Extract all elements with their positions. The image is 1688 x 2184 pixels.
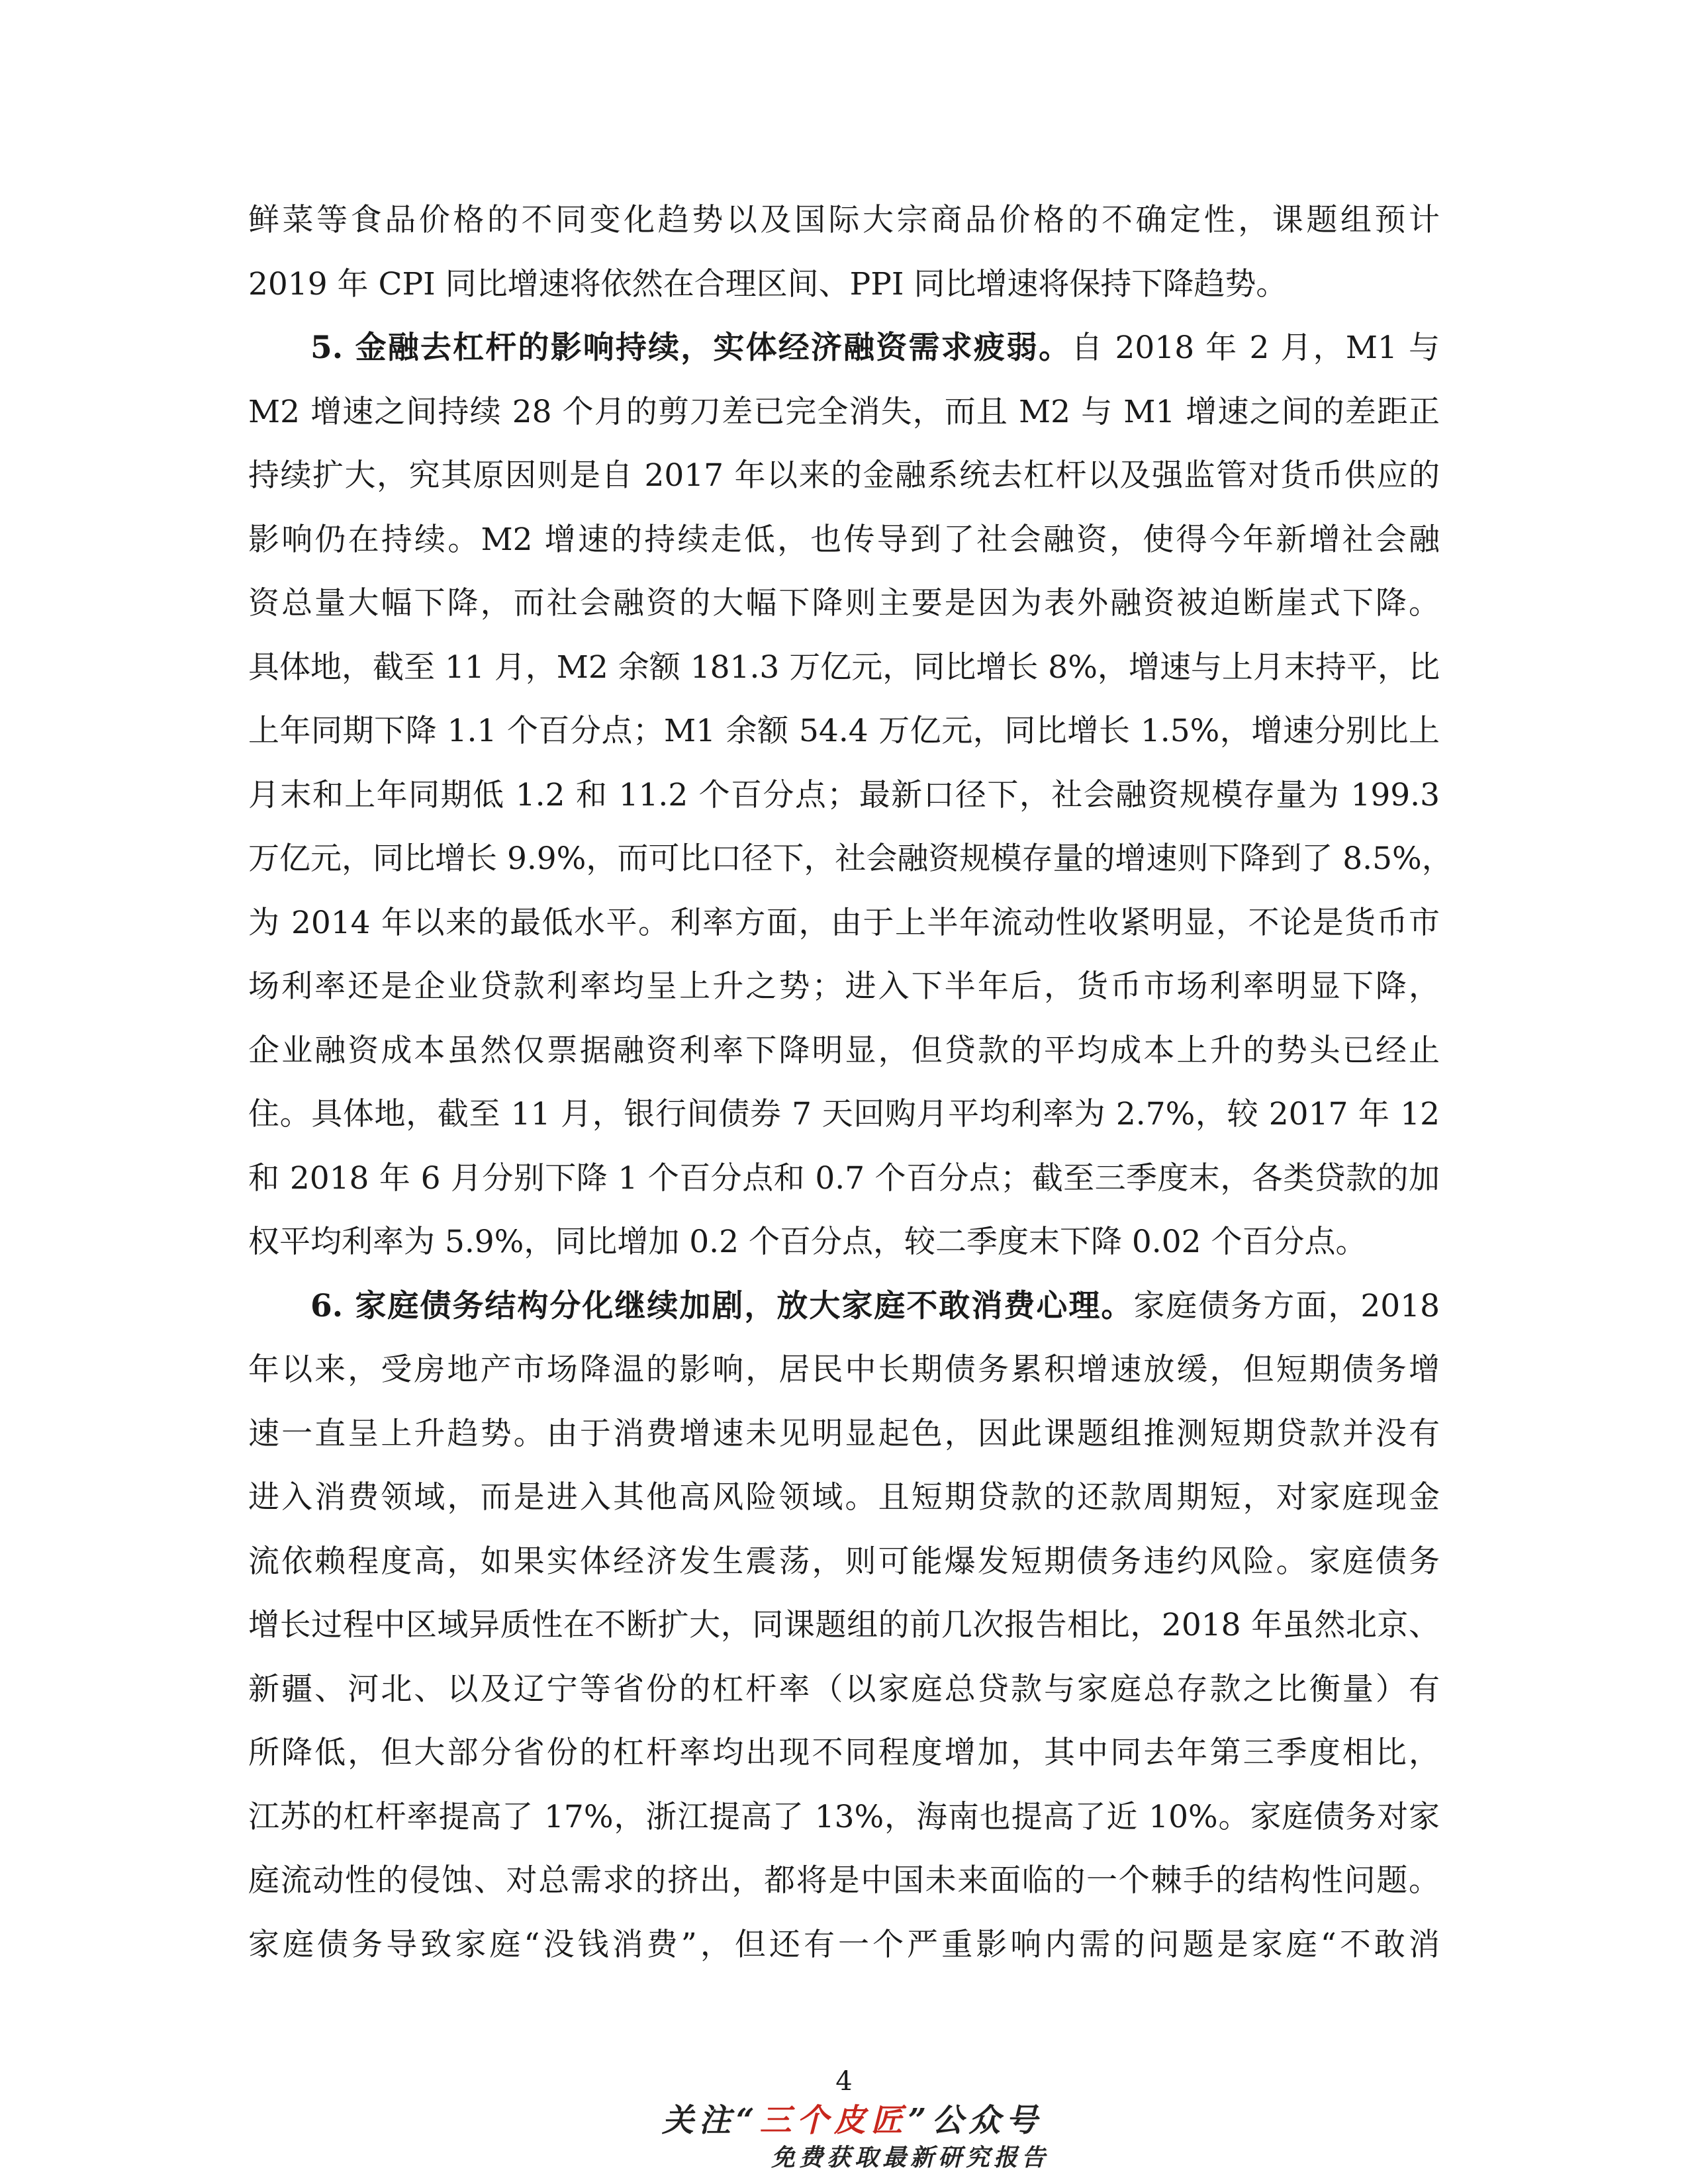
text-line: 进入消费领域，而是进入其他高风险领域。且短期贷款的还款周期短，对家庭现金	[248, 1479, 1440, 1516]
text-line: 家庭债务导致家庭“没钱消费”，但还有一个严重影响内需的问题是家庭“不敢消	[248, 1926, 1440, 1963]
text-line: 流依赖程度高，如果实体经济发生震荡，则可能爆发短期债务违约风险。家庭债务	[248, 1543, 1440, 1580]
footer-promo-prefix: 关注“	[662, 2102, 760, 2139]
text-line	[248, 1275, 1440, 1339]
text-line: 住。具体地，截至 11 月，银行间债券 7 天回购月平均利率为 2.7%，较 2017 年 12	[248, 1096, 1440, 1132]
text-line: 增长过程中区域异质性在不断扩大，同课题组的前几次报告相比，2018 年虽然北京、	[248, 1607, 1440, 1643]
paragraph-continuation	[248, 189, 1440, 316]
text-line: 持续扩大，究其原因则是自 2017 年以来的金融系统去杠杆以及强监管对货币供应的	[248, 457, 1440, 494]
section-5-first-rest: 自 2018 年 2 月，M1 与	[1071, 330, 1440, 366]
document-body	[248, 189, 1453, 1977]
page-number: 4	[835, 2066, 853, 2097]
text-line: 万亿元，同比增长 9.9%，而可比口径下，社会融资规模存量的增速则下降到了 8.5%，	[248, 841, 1453, 877]
text-line: 权平均利率为 5.9%，同比增加 0.2 个百分点，较二季度末下降 0.02 个百分点。	[248, 1224, 1367, 1260]
text-line: 庭流动性的侵蚀、对总需求的挤出，都将是中国未来面临的一个棘手的结构性问题。	[248, 1862, 1440, 1899]
text-line	[248, 316, 1440, 381]
text-line: 所降低，但大部分省份的杠杆率均出现不同程度增加，其中同去年第三季度相比，	[248, 1735, 1440, 1771]
text-line: 为 2014 年以来的最低水平。利率方面，由于上半年流动性收紧明显，不论是货币市	[248, 904, 1440, 941]
text-line: 上年同期下降 1.1 个百分点；M1 余额 54.4 万亿元，同比增长 1.5%，增速分别比上	[248, 713, 1440, 749]
text-line: 新疆、河北、以及辽宁等省份的杠杆率（以家庭总贷款与家庭总存款之比衡量）有	[248, 1670, 1440, 1707]
text-line: 企业融资成本虽然仅票据融资利率下降明显，但贷款的平均成本上升的势头已经止	[248, 1032, 1440, 1069]
section-6-heading: 6. 家庭债务结构分化继续加剧，放大家庭不敢消费心理。	[310, 1287, 1134, 1324]
footer-promo	[662, 2095, 1043, 2140]
text-line: 和 2018 年 6 月分别下降 1 个百分点和 0.7 个百分点；截至三季度末，各类贷款的加	[248, 1160, 1440, 1197]
footer-promo-subtitle: 免费获取最新研究报告	[771, 2144, 1050, 2171]
text-line: 具体地，截至 11 月，M2 余额 181.3 万亿元，同比增长 8%，增速与上月末持平，比	[248, 649, 1440, 686]
section-6-paragraph	[248, 1275, 1440, 1978]
section-6-first-rest: 家庭债务方面，2018	[1133, 1287, 1440, 1324]
text-line: 江苏的杠杆率提高了 17%，浙江提高了 13%，海南也提高了近 10%。家庭债务对家	[248, 1798, 1440, 1835]
text-line: 资总量大幅下降，而社会融资的大幅下降则主要是因为表外融资被迫断崖式下降。	[248, 585, 1440, 621]
text-line: 年以来，受房地产市场降温的影响，居民中长期债务累积增速放缓，但短期债务增	[248, 1351, 1440, 1388]
section-5-heading: 5. 金融去杠杆的影响持续，实体经济融资需求疲弱。	[310, 330, 1072, 366]
text-line: 鲜菜等食品价格的不同变化趋势以及国际大宗商品价格的不确定性，课题组预计	[248, 202, 1440, 238]
text-line: 场利率还是企业贷款利率均呈上升之势；进入下半年后，货币市场利率明显下降，	[248, 968, 1440, 1005]
text-line: 速一直呈上升趋势。由于消费增速未见明显起色，因此课题组推测短期贷款并没有	[248, 1415, 1440, 1452]
text-line: M2 增速之间持续 28 个月的剪刀差已完全消失，而且 M2 与 M1 增速之间的差距正	[248, 393, 1440, 430]
text-line: 2019 年 CPI 同比增速将依然在合理区间、PPI 同比增速将保持下降趋势。	[248, 265, 1288, 302]
text-line: 影响仍在持续。M2 增速的持续走低，也传导到了社会融资，使得今年新增社会融	[248, 521, 1440, 558]
footer-promo-highlight: 三个皮匠	[759, 2102, 908, 2139]
section-5-paragraph	[248, 316, 1453, 1275]
footer-promo-suffix: ”公众号	[908, 2102, 1043, 2139]
text-line: 月末和上年同期低 1.2 和 11.2 个百分点；最新口径下，社会融资规模存量为 199.3	[248, 776, 1440, 813]
